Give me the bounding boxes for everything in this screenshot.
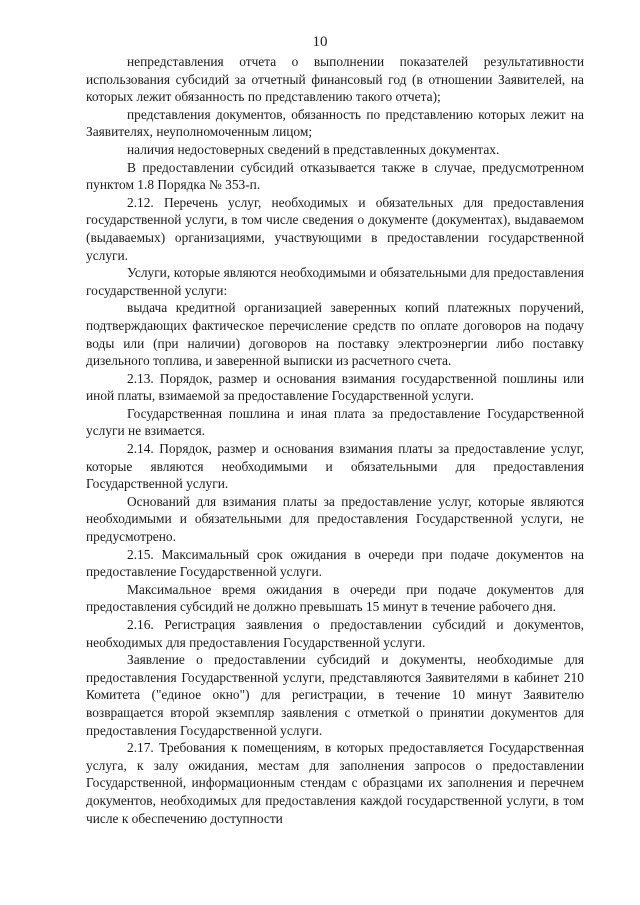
section-paragraph-2-12: 2.12. Перечень услуг, необходимых и обязательных для предоставления государственной услуги, в том числе сведения о документе (документах), выдаваемом (выдаваемых) организациями, участвующими в предоставлении государственной услуги. bbox=[86, 194, 584, 263]
paragraph: Максимальное время ожидания в очереди при подаче документов для предоставления субсидий не должно превышать 15 минут в течение рабочего дня. bbox=[86, 581, 584, 615]
paragraph: Заявление о предоставлении субсидий и документы, необходимые для предоставления Государственной услуги, представляются Заявителями в кабинет 210 Комитета ("единое окно") для регистрации, в течение 10 минут Заявителю возвращается второй экземпляр заявления с отметкой о принятии документов для предоставления Государственной услуги. bbox=[86, 652, 584, 738]
paragraph: Услуги, которые являются необходимыми и обязательными для предоставления государственной услуги: bbox=[86, 265, 584, 298]
section-paragraph-2-14: 2.14. Порядок, размер и основания взимания платы за предоставление услуг, которые являются необходимыми и обязательными для предоставления Государственной услуги. bbox=[86, 441, 584, 492]
paragraph: выдача кредитной организацией заверенных копий платежных поручений, подтверждающих фактическое перечисление средств по оплате договоров на подачу воды или (при наличии) договоров на поставку электроэнергии либо поставку дизельного топлива, и заверенной выписки из расчетного счета. bbox=[86, 300, 584, 369]
paragraph: представления документов, обязанность по представлению которых лежит на Заявителях, неуполномоченным лицом; bbox=[86, 106, 584, 140]
section-paragraph-2-15: 2.15. Максимальный срок ожидания в очереди при подаче документов на предоставление Государственной услуги. bbox=[86, 546, 584, 580]
paragraph: наличия недостоверных сведений в представленных документах. bbox=[127, 141, 500, 157]
page-number: 10 bbox=[312, 34, 328, 50]
section-paragraph-2-17: 2.17. Требования к помещениям, в которых предоставляется Государственная услуга, к залу ожидания, местам для заполнения запросов о предоставлении Государственной, информационным стендам с образцами их заполнения и перечнем документов, необходимых для предоставления каждой государственной услуги, в том числе к обеспечению доступности bbox=[86, 740, 584, 826]
paragraph: непредставления отчета о выполнении показателей результативности использования субсидий за отчетный финансовый год (в отношении Заявителей, на которых лежит обязанность по представлению такого отчета); bbox=[86, 54, 584, 105]
paragraph: Оснований для взимания платы за предоставление услуг, которые являются необходимыми и обязательными для предоставления Государственной услуги, не предусмотрено. bbox=[86, 493, 584, 545]
document-body bbox=[86, 53, 584, 827]
section-paragraph-2-13: 2.13. Порядок, размер и основания взимания государственной пошлины или иной платы, взимаемой за предоставление Государственной услуги. bbox=[86, 370, 584, 404]
section-paragraph-2-16: 2.16. Регистрация заявления о предоставлении субсидий и документов, необходимых для предоставления Государственной услуги. bbox=[86, 617, 584, 650]
paragraph: Государственная пошлина и иная плата за предоставление Государственной услуги не взимается. bbox=[86, 405, 584, 439]
paragraph: В предоставлении субсидий отказывается также в случае, предусмотренном пунктом 1.8 Порядка № 353-п. bbox=[86, 159, 584, 193]
